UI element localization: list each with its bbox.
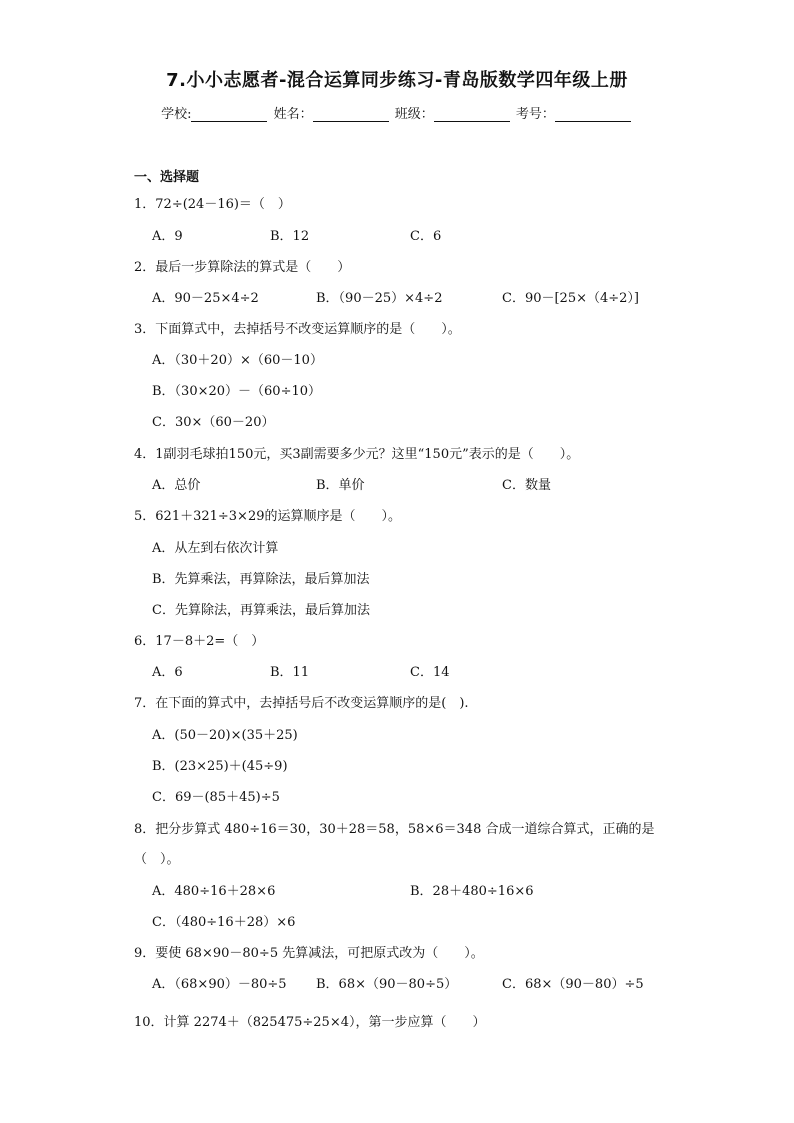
question-8-option-a: A．480÷16＋28×6: [152, 884, 276, 899]
question-1-option-c: C．6: [410, 229, 442, 244]
section-heading: 一、选择题: [134, 170, 200, 185]
question-2-option-a: A．90－25×4÷2: [152, 291, 259, 306]
question-4-option-b: B．单价: [316, 478, 365, 493]
question-4-option-c: C．数量: [502, 478, 551, 493]
question-5-stem: 5．621＋321÷3×29的运算顺序是（ ）。: [134, 509, 401, 524]
question-6-stem: 6．17－8＋2=（ ）: [134, 634, 265, 649]
name-label: 姓名：: [273, 107, 313, 122]
question-5-option-b: B．先算乘法，再算除法，最后算加法: [152, 572, 370, 587]
question-2-option-c: C．90－[25×（4÷2）]: [502, 291, 640, 306]
question-1-option-b: B．12: [270, 229, 310, 244]
question-3-stem: 3．下面算式中，去掉括号不改变运算顺序的是（ ）。: [134, 322, 461, 337]
question-7-stem: 7．在下面的算式中，去掉括号后不改变运算顺序的是( ).: [134, 696, 469, 711]
question-8-stem: 8．把分步算式 480÷16＝30，30＋28＝58，58×6＝348 合成一道综合算式，正确的是: [134, 822, 655, 837]
question-8-option-b: B．28＋480÷16×6: [410, 884, 534, 899]
student-info-row: [0, 103, 794, 122]
question-6-option-b: B．11: [270, 665, 310, 680]
class-label: 班级：: [394, 107, 434, 122]
school-blank[interactable]: [191, 109, 267, 122]
question-6-option-a: A．6: [152, 665, 183, 680]
question-7-option-c: C．69－(85＋45)÷5: [152, 790, 280, 805]
question-9-option-a: A．（68×90）－80÷5: [152, 977, 287, 992]
question-9-option-b: B．68×（90－80÷5）: [316, 977, 458, 992]
question-9-stem: 9．要使 68×90－80÷5 先算减法，可把原式改为（ ）。: [134, 946, 484, 961]
school-label: 学校:: [161, 107, 192, 122]
question-4-option-a: A．总价: [152, 478, 201, 493]
question-1-option-a: A．9: [152, 229, 183, 244]
question-6-option-c: C．14: [410, 665, 450, 680]
question-2-option-b: B．（90－25）×4÷2: [316, 291, 443, 306]
question-10-stem: 10．计算 2274＋（825475÷25×4），第一步应算（ ）: [134, 1015, 486, 1030]
worksheet-title: 7.小小志愿者-混合运算同步练习-青岛版数学四年级上册: [166, 70, 628, 91]
question-5-option-c: C．先算除法，再算乘法，最后算加法: [152, 603, 370, 618]
question-4-stem: 4．1副羽毛球拍150元，买3副需要多少元？这里“150元”表示的是（ ）。: [134, 447, 580, 462]
question-2-stem: 2．最后一步算除法的算式是（ ）: [134, 260, 351, 275]
question-3-option-b: B．（30×20）－（60÷10）: [152, 384, 322, 399]
question-3-option-a: A．（30＋20）×（60－10）: [152, 353, 323, 368]
question-3-option-c: C．30×（60－20）: [152, 415, 275, 430]
name-blank[interactable]: [313, 109, 389, 122]
class-blank[interactable]: [434, 109, 510, 122]
number-blank[interactable]: [555, 109, 631, 122]
question-5-option-a: A．从左到右依次计算: [152, 541, 279, 556]
question-8-option-c: C．（480÷16＋28）×6: [152, 915, 296, 930]
question-9-option-c: C．68×（90－80）÷5: [502, 977, 644, 992]
question-7-option-b: B．(23×25)＋(45÷9): [152, 759, 288, 774]
question-8-stem-continued: （ ）。: [134, 852, 180, 867]
number-label: 考号：: [515, 107, 555, 122]
question-1-stem: 1．72÷(24－16)＝（ ）: [134, 197, 291, 212]
question-7-option-a: A．(50－20)×(35＋25): [152, 728, 298, 743]
